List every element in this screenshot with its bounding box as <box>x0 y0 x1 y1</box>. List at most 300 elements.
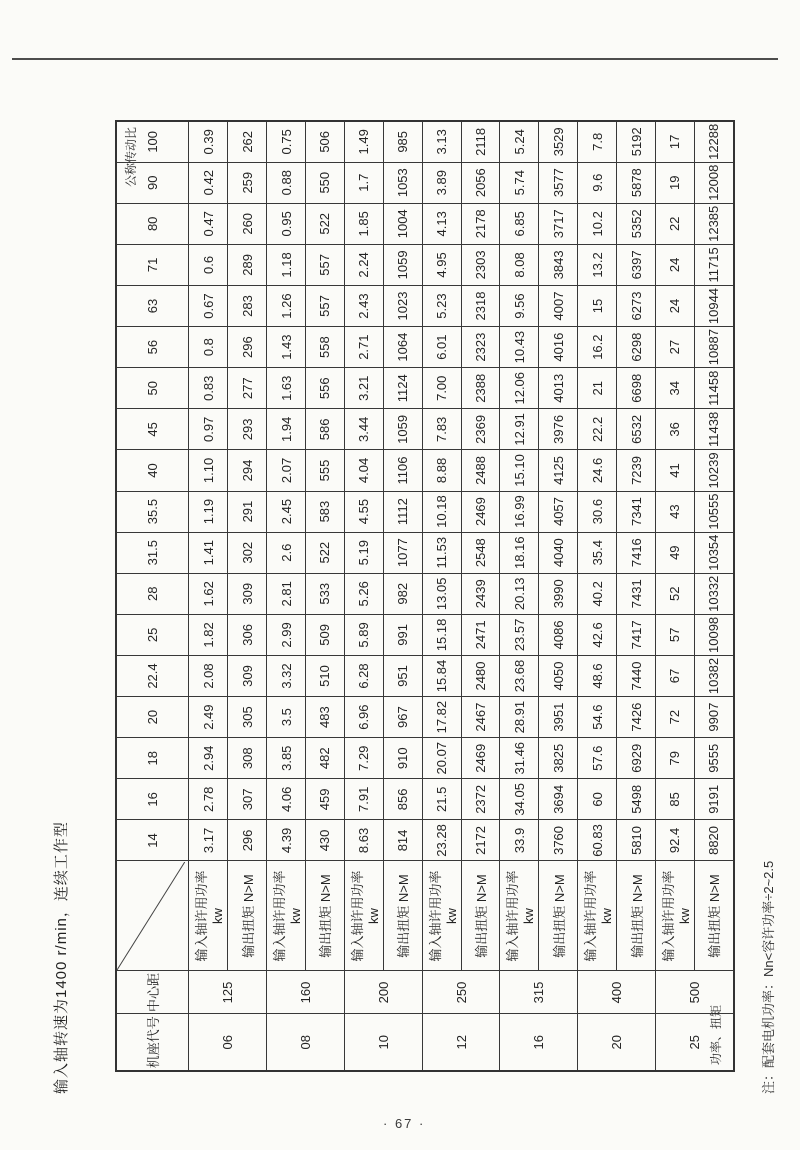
torque-value-cell: 583 <box>306 491 345 532</box>
power-value-cell: 2.45 <box>267 491 306 532</box>
torque-value-cell: 293 <box>228 409 267 450</box>
power-value-cell: 1.7 <box>344 162 383 203</box>
power-row <box>189 121 228 1071</box>
torque-value-cell: 430 <box>306 820 345 861</box>
power-value-cell: 60 <box>578 779 617 820</box>
power-value-cell: 4.13 <box>422 203 461 244</box>
torque-row <box>383 121 422 1071</box>
torque-label-cell: 输出扭矩 N>M <box>461 861 500 971</box>
torque-value-cell: 4040 <box>539 532 578 573</box>
torque-value-cell: 307 <box>228 779 267 820</box>
center-distance-cell: 160 <box>267 971 345 1014</box>
torque-value-cell: 7417 <box>617 614 656 655</box>
power-value-cell: 7.00 <box>422 368 461 409</box>
power-value-cell: 22 <box>656 203 695 244</box>
power-value-cell: 5.19 <box>344 532 383 573</box>
ratio-header-cell: 100 <box>116 121 189 162</box>
power-value-cell: 0.39 <box>189 121 228 162</box>
torque-value-cell: 3694 <box>539 779 578 820</box>
power-value-cell: 1.85 <box>344 203 383 244</box>
power-value-cell: 85 <box>656 779 695 820</box>
torque-value-cell: 1112 <box>383 491 422 532</box>
torque-value-cell: 1077 <box>383 532 422 573</box>
torque-value-cell: 2471 <box>461 614 500 655</box>
power-value-cell: 1.41 <box>189 532 228 573</box>
power-value-cell: 12.06 <box>500 368 539 409</box>
power-label-cell: 输入轴许用功率 kw <box>267 861 306 971</box>
corner-cell: 公称传动比 功率、扭矩 <box>116 861 189 971</box>
ratio-header-cell: 22.4 <box>116 655 189 696</box>
power-row <box>422 121 461 1071</box>
power-value-cell: 1.43 <box>267 327 306 368</box>
power-label-cell: 输入轴许用功率 kw <box>656 861 695 971</box>
ratio-header-cell: 90 <box>116 162 189 203</box>
frame-code-cell: 12 <box>422 1014 500 1071</box>
torque-value-cell: 1124 <box>383 368 422 409</box>
power-label-cell: 输入轴许用功率 kw <box>422 861 461 971</box>
footer-note: 注：配套电机功率：Nn<容许功率÷2~2.5 <box>761 860 776 1094</box>
torque-value-cell: 1004 <box>383 203 422 244</box>
torque-value-cell: 522 <box>306 203 345 244</box>
torque-value-cell: 1059 <box>383 244 422 285</box>
torque-value-cell: 12385 <box>694 203 733 244</box>
power-value-cell: 5.26 <box>344 573 383 614</box>
torque-value-cell: 1053 <box>383 162 422 203</box>
torque-value-cell: 6273 <box>617 285 656 326</box>
power-row <box>656 121 695 1071</box>
torque-row <box>306 121 345 1071</box>
torque-value-cell: 533 <box>306 573 345 614</box>
rotated-table-wrapper <box>115 120 731 1072</box>
power-value-cell: 17.82 <box>422 697 461 738</box>
torque-value-cell: 2480 <box>461 655 500 696</box>
torque-value-cell: 982 <box>383 573 422 614</box>
frame-code-cell: 16 <box>500 1014 578 1071</box>
power-value-cell: 2.81 <box>267 573 306 614</box>
power-value-cell: 1.26 <box>267 285 306 326</box>
power-value-cell: 4.55 <box>344 491 383 532</box>
power-value-cell: 3.44 <box>344 409 383 450</box>
power-value-cell: 79 <box>656 738 695 779</box>
torque-value-cell: 277 <box>228 368 267 409</box>
torque-value-cell: 309 <box>228 573 267 614</box>
power-value-cell: 24 <box>656 244 695 285</box>
torque-value-cell: 459 <box>306 779 345 820</box>
torque-value-cell: 7416 <box>617 532 656 573</box>
power-value-cell: 2.08 <box>189 655 228 696</box>
ratio-header-cell: 56 <box>116 327 189 368</box>
power-value-cell: 5.74 <box>500 162 539 203</box>
power-value-cell: 4.06 <box>267 779 306 820</box>
power-value-cell: 12.91 <box>500 409 539 450</box>
torque-value-cell: 2469 <box>461 491 500 532</box>
torque-value-cell: 7341 <box>617 491 656 532</box>
spec-table <box>115 120 735 1072</box>
ratio-header-cell: 14 <box>116 820 189 861</box>
torque-row <box>539 121 578 1071</box>
torque-value-cell: 11715 <box>694 244 733 285</box>
power-value-cell: 1.82 <box>189 614 228 655</box>
power-value-cell: 5.89 <box>344 614 383 655</box>
frame-code-cell: 08 <box>267 1014 345 1071</box>
ratio-header-cell: 28 <box>116 573 189 614</box>
power-value-cell: 27 <box>656 327 695 368</box>
torque-value-cell: 4086 <box>539 614 578 655</box>
torque-value-cell: 289 <box>228 244 267 285</box>
torque-value-cell: 3976 <box>539 409 578 450</box>
torque-value-cell: 6298 <box>617 327 656 368</box>
torque-value-cell: 296 <box>228 820 267 861</box>
torque-value-cell: 7239 <box>617 450 656 491</box>
power-value-cell: 1.10 <box>189 450 228 491</box>
power-row <box>267 121 306 1071</box>
torque-value-cell: 4016 <box>539 327 578 368</box>
power-value-cell: 7.91 <box>344 779 383 820</box>
power-value-cell: 2.99 <box>267 614 306 655</box>
power-value-cell: 2.24 <box>344 244 383 285</box>
power-label-cell: 输入轴许用功率 kw <box>500 861 539 971</box>
torque-row <box>228 121 267 1071</box>
torque-value-cell: 2178 <box>461 203 500 244</box>
frame-code-cell: 20 <box>578 1014 656 1071</box>
torque-value-cell: 7440 <box>617 655 656 696</box>
torque-value-cell: 2388 <box>461 368 500 409</box>
ratio-header-cell: 25 <box>116 614 189 655</box>
power-label-cell: 输入轴许用功率 kw <box>578 861 617 971</box>
page-number: · 67 · <box>383 1116 426 1131</box>
power-value-cell: 0.97 <box>189 409 228 450</box>
torque-value-cell: 6532 <box>617 409 656 450</box>
power-value-cell: 48.6 <box>578 655 617 696</box>
torque-value-cell: 10382 <box>694 655 733 696</box>
torque-value-cell: 2469 <box>461 738 500 779</box>
frame-code-cell: 25 <box>656 1014 734 1071</box>
torque-value-cell: 3843 <box>539 244 578 285</box>
torque-value-cell: 283 <box>228 285 267 326</box>
torque-value-cell: 1023 <box>383 285 422 326</box>
torque-value-cell: 506 <box>306 121 345 162</box>
torque-value-cell: 10332 <box>694 573 733 614</box>
power-value-cell: 15.84 <box>422 655 461 696</box>
torque-value-cell: 856 <box>383 779 422 820</box>
power-value-cell: 8.88 <box>422 450 461 491</box>
ratio-header-cell: 71 <box>116 244 189 285</box>
torque-value-cell: 556 <box>306 368 345 409</box>
torque-value-cell: 2439 <box>461 573 500 614</box>
power-value-cell: 67 <box>656 655 695 696</box>
power-value-cell: 2.78 <box>189 779 228 820</box>
ratio-header-cell: 45 <box>116 409 189 450</box>
torque-value-cell: 2372 <box>461 779 500 820</box>
power-value-cell: 0.47 <box>189 203 228 244</box>
torque-value-cell: 4050 <box>539 655 578 696</box>
torque-value-cell: 814 <box>383 820 422 861</box>
power-value-cell: 60.83 <box>578 820 617 861</box>
torque-value-cell: 2172 <box>461 820 500 861</box>
power-value-cell: 0.8 <box>189 327 228 368</box>
torque-value-cell: 550 <box>306 162 345 203</box>
torque-value-cell: 951 <box>383 655 422 696</box>
torque-value-cell: 12288 <box>694 121 733 162</box>
torque-row <box>617 121 656 1071</box>
torque-value-cell: 2056 <box>461 162 500 203</box>
power-value-cell: 43 <box>656 491 695 532</box>
torque-value-cell: 5810 <box>617 820 656 861</box>
power-value-cell: 2.43 <box>344 285 383 326</box>
torque-value-cell: 3760 <box>539 820 578 861</box>
torque-label-cell: 输出扭矩 N>M <box>539 861 578 971</box>
power-value-cell: 24.6 <box>578 450 617 491</box>
torque-value-cell: 262 <box>228 121 267 162</box>
torque-value-cell: 2318 <box>461 285 500 326</box>
power-value-cell: 1.49 <box>344 121 383 162</box>
torque-value-cell: 510 <box>306 655 345 696</box>
power-value-cell: 0.6 <box>189 244 228 285</box>
torque-value-cell: 991 <box>383 614 422 655</box>
torque-value-cell: 967 <box>383 697 422 738</box>
torque-value-cell: 291 <box>228 491 267 532</box>
frame-code-header: 机座代号 <box>116 1014 189 1071</box>
torque-value-cell: 2303 <box>461 244 500 285</box>
power-value-cell: 3.17 <box>189 820 228 861</box>
top-rule <box>12 58 778 60</box>
power-value-cell: 34 <box>656 368 695 409</box>
power-value-cell: 3.13 <box>422 121 461 162</box>
torque-value-cell: 10354 <box>694 532 733 573</box>
power-value-cell: 0.42 <box>189 162 228 203</box>
power-value-cell: 33.9 <box>500 820 539 861</box>
ratio-header-cell: 18 <box>116 738 189 779</box>
torque-label-cell: 输出扭矩 N>M <box>228 861 267 971</box>
torque-value-cell: 5878 <box>617 162 656 203</box>
torque-value-cell: 9907 <box>694 697 733 738</box>
power-value-cell: 0.88 <box>267 162 306 203</box>
power-value-cell: 10.2 <box>578 203 617 244</box>
torque-value-cell: 3951 <box>539 697 578 738</box>
torque-row <box>694 121 733 1071</box>
power-value-cell: 0.95 <box>267 203 306 244</box>
torque-value-cell: 482 <box>306 738 345 779</box>
power-value-cell: 6.01 <box>422 327 461 368</box>
power-value-cell: 6.96 <box>344 697 383 738</box>
torque-value-cell: 2548 <box>461 532 500 573</box>
ratio-header-cell: 31.5 <box>116 532 189 573</box>
torque-value-cell: 557 <box>306 244 345 285</box>
torque-value-cell: 2488 <box>461 450 500 491</box>
power-value-cell: 42.6 <box>578 614 617 655</box>
power-value-cell: 57 <box>656 614 695 655</box>
torque-value-cell: 10944 <box>694 285 733 326</box>
torque-value-cell: 1064 <box>383 327 422 368</box>
center-distance-header: 中心距 <box>116 971 189 1014</box>
power-value-cell: 21.5 <box>422 779 461 820</box>
power-value-cell: 19 <box>656 162 695 203</box>
torque-value-cell: 294 <box>228 450 267 491</box>
power-value-cell: 54.6 <box>578 697 617 738</box>
frame-code-cell: 06 <box>189 1014 267 1071</box>
table-body <box>189 121 734 1071</box>
ratio-header-cell: 63 <box>116 285 189 326</box>
torque-value-cell: 2369 <box>461 409 500 450</box>
power-value-cell: 3.21 <box>344 368 383 409</box>
power-value-cell: 8.63 <box>344 820 383 861</box>
power-value-cell: 23.28 <box>422 820 461 861</box>
torque-value-cell: 558 <box>306 327 345 368</box>
power-value-cell: 30.6 <box>578 491 617 532</box>
torque-value-cell: 10555 <box>694 491 733 532</box>
center-distance-cell: 315 <box>500 971 578 1014</box>
power-value-cell: 35.4 <box>578 532 617 573</box>
power-value-cell: 4.04 <box>344 450 383 491</box>
torque-value-cell: 9191 <box>694 779 733 820</box>
torque-value-cell: 11458 <box>694 368 733 409</box>
power-value-cell: 72 <box>656 697 695 738</box>
torque-value-cell: 4013 <box>539 368 578 409</box>
torque-label-cell: 输出扭矩 N>M <box>617 861 656 971</box>
torque-value-cell: 3529 <box>539 121 578 162</box>
torque-row <box>461 121 500 1071</box>
ratio-header-cell: 20 <box>116 697 189 738</box>
power-value-cell: 16.99 <box>500 491 539 532</box>
torque-value-cell: 2118 <box>461 121 500 162</box>
power-value-cell: 34.05 <box>500 779 539 820</box>
power-value-cell: 1.63 <box>267 368 306 409</box>
power-value-cell: 3.5 <box>267 697 306 738</box>
ratio-header-cell: 40 <box>116 450 189 491</box>
torque-value-cell: 260 <box>228 203 267 244</box>
ratio-header-cell: 16 <box>116 779 189 820</box>
power-value-cell: 24 <box>656 285 695 326</box>
torque-value-cell: 4007 <box>539 285 578 326</box>
power-value-cell: 9.6 <box>578 162 617 203</box>
torque-value-cell: 483 <box>306 697 345 738</box>
power-value-cell: 7.8 <box>578 121 617 162</box>
torque-value-cell: 557 <box>306 285 345 326</box>
power-value-cell: 28.91 <box>500 697 539 738</box>
power-value-cell: 6.28 <box>344 655 383 696</box>
power-value-cell: 7.29 <box>344 738 383 779</box>
power-value-cell: 13.05 <box>422 573 461 614</box>
power-value-cell: 1.18 <box>267 244 306 285</box>
power-value-cell: 6.85 <box>500 203 539 244</box>
power-value-cell: 20.13 <box>500 573 539 614</box>
power-value-cell: 52 <box>656 573 695 614</box>
torque-value-cell: 309 <box>228 655 267 696</box>
power-value-cell: 18.16 <box>500 532 539 573</box>
torque-value-cell: 7431 <box>617 573 656 614</box>
torque-value-cell: 910 <box>383 738 422 779</box>
power-value-cell: 10.18 <box>422 491 461 532</box>
power-value-cell: 36 <box>656 409 695 450</box>
torque-value-cell: 259 <box>228 162 267 203</box>
power-value-cell: 23.57 <box>500 614 539 655</box>
torque-value-cell: 10887 <box>694 327 733 368</box>
power-value-cell: 1.94 <box>267 409 306 450</box>
torque-value-cell: 985 <box>383 121 422 162</box>
power-label-cell: 输入轴许用功率 kw <box>189 861 228 971</box>
ratio-header-cell: 80 <box>116 203 189 244</box>
torque-value-cell: 7426 <box>617 697 656 738</box>
table-area <box>115 120 731 1072</box>
torque-value-cell: 586 <box>306 409 345 450</box>
center-distance-cell: 400 <box>578 971 656 1014</box>
torque-value-cell: 10239 <box>694 450 733 491</box>
power-value-cell: 2.71 <box>344 327 383 368</box>
torque-value-cell: 2467 <box>461 697 500 738</box>
torque-value-cell: 308 <box>228 738 267 779</box>
power-row <box>344 121 383 1071</box>
power-value-cell: 21 <box>578 368 617 409</box>
torque-value-cell: 8820 <box>694 820 733 861</box>
power-value-cell: 0.75 <box>267 121 306 162</box>
torque-value-cell: 11438 <box>694 409 733 450</box>
power-value-cell: 7.83 <box>422 409 461 450</box>
power-value-cell: 20.07 <box>422 738 461 779</box>
torque-value-cell: 12008 <box>694 162 733 203</box>
ratio-header-cell: 35.5 <box>116 491 189 532</box>
power-label-cell: 输入轴许用功率 kw <box>344 861 383 971</box>
torque-label-cell: 输出扭矩 N>M <box>383 861 422 971</box>
power-value-cell: 2.49 <box>189 697 228 738</box>
power-value-cell: 17 <box>656 121 695 162</box>
torque-value-cell: 3577 <box>539 162 578 203</box>
power-value-cell: 8.08 <box>500 244 539 285</box>
torque-value-cell: 306 <box>228 614 267 655</box>
torque-value-cell: 305 <box>228 697 267 738</box>
power-value-cell: 41 <box>656 450 695 491</box>
torque-value-cell: 522 <box>306 532 345 573</box>
power-value-cell: 5.23 <box>422 285 461 326</box>
torque-label-cell: 输出扭矩 N>M <box>694 861 733 971</box>
power-value-cell: 57.6 <box>578 738 617 779</box>
torque-value-cell: 555 <box>306 450 345 491</box>
torque-value-cell: 3990 <box>539 573 578 614</box>
center-distance-cell: 500 <box>656 971 734 1014</box>
power-value-cell: 11.53 <box>422 532 461 573</box>
torque-value-cell: 3825 <box>539 738 578 779</box>
power-value-cell: 10.43 <box>500 327 539 368</box>
torque-value-cell: 6929 <box>617 738 656 779</box>
page-title: 输入轴转速为1400 r/min，连续工作型 <box>53 821 70 1094</box>
power-value-cell: 0.67 <box>189 285 228 326</box>
power-value-cell: 2.07 <box>267 450 306 491</box>
ratio-header-cell: 50 <box>116 368 189 409</box>
frame-code-cell: 10 <box>344 1014 422 1071</box>
power-value-cell: 1.19 <box>189 491 228 532</box>
power-value-cell: 3.89 <box>422 162 461 203</box>
power-value-cell: 31.46 <box>500 738 539 779</box>
torque-value-cell: 3717 <box>539 203 578 244</box>
power-value-cell: 23.68 <box>500 655 539 696</box>
power-value-cell: 13.2 <box>578 244 617 285</box>
torque-value-cell: 9555 <box>694 738 733 779</box>
power-value-cell: 5.24 <box>500 121 539 162</box>
power-value-cell: 3.32 <box>267 655 306 696</box>
power-value-cell: 1.62 <box>189 573 228 614</box>
torque-value-cell: 2323 <box>461 327 500 368</box>
power-row <box>578 121 617 1071</box>
power-value-cell: 40.2 <box>578 573 617 614</box>
power-value-cell: 15 <box>578 285 617 326</box>
torque-value-cell: 6397 <box>617 244 656 285</box>
power-value-cell: 15.18 <box>422 614 461 655</box>
power-value-cell: 3.85 <box>267 738 306 779</box>
power-value-cell: 15.10 <box>500 450 539 491</box>
power-value-cell: 49 <box>656 532 695 573</box>
torque-value-cell: 10098 <box>694 614 733 655</box>
torque-value-cell: 4125 <box>539 450 578 491</box>
torque-value-cell: 296 <box>228 327 267 368</box>
